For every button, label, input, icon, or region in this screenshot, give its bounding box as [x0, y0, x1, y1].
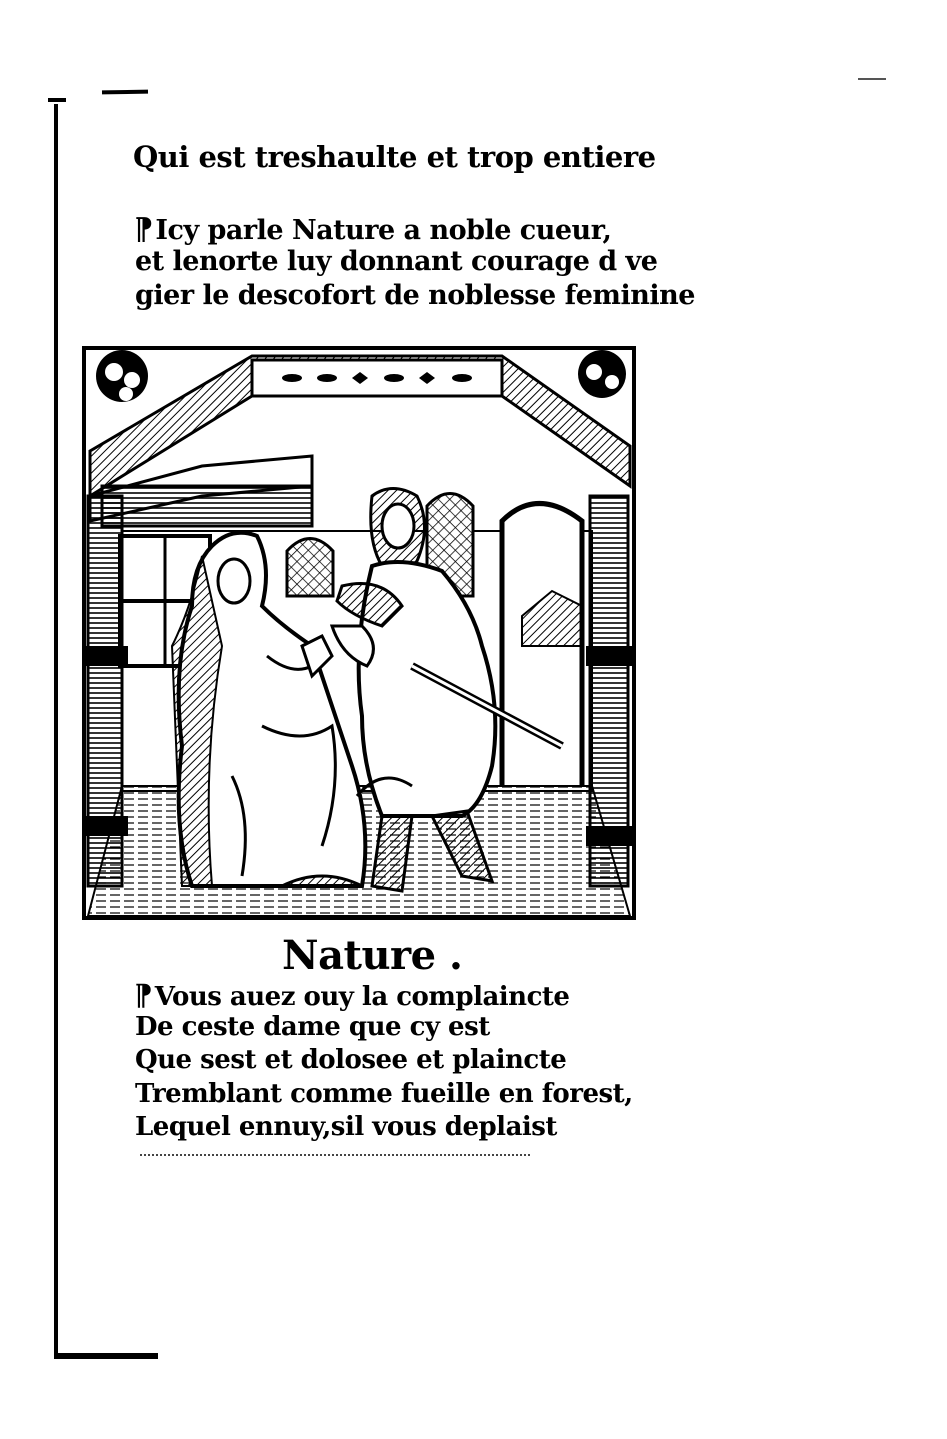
margin-rule	[54, 104, 58, 1358]
pilcrow-icon: ¶	[135, 978, 153, 1012]
edge-mark	[858, 78, 886, 80]
verse-line-4: Tremblant comme fueille en forest,	[135, 1079, 633, 1109]
speaker-heading: Nature .	[282, 932, 463, 979]
bottom-rule	[54, 1353, 158, 1359]
woodcut-illustration	[82, 346, 636, 920]
edge-mark	[102, 90, 148, 95]
header-line: Qui est treshaulte et trop entiere	[133, 140, 656, 174]
rosette-right	[578, 350, 626, 398]
verse-line-2: De ceste dame que cy est	[135, 1012, 490, 1042]
verse-line-1	[135, 978, 569, 1012]
pilcrow-icon: ¶	[135, 212, 154, 247]
verse-line-5: Lequel ennuy,sil vous deplaist	[135, 1112, 557, 1142]
rubric-line-1	[135, 212, 611, 247]
rubric-line-1-text: Icy parle Nature a noble cueur,	[155, 215, 612, 246]
verse-line-3: Que sest et dolosee et plaincte	[135, 1045, 567, 1075]
verse-line-1-text: Vous auez ouy la complaincte	[154, 982, 570, 1012]
rosette-left	[96, 350, 148, 402]
edge-mark	[48, 98, 66, 102]
rubric-line-2: et lenorte luy donnant courage d ve	[135, 246, 658, 277]
print-artifact-line	[140, 1154, 530, 1158]
rubric-line-3: gier le descofort de noblesse feminine	[135, 280, 695, 311]
